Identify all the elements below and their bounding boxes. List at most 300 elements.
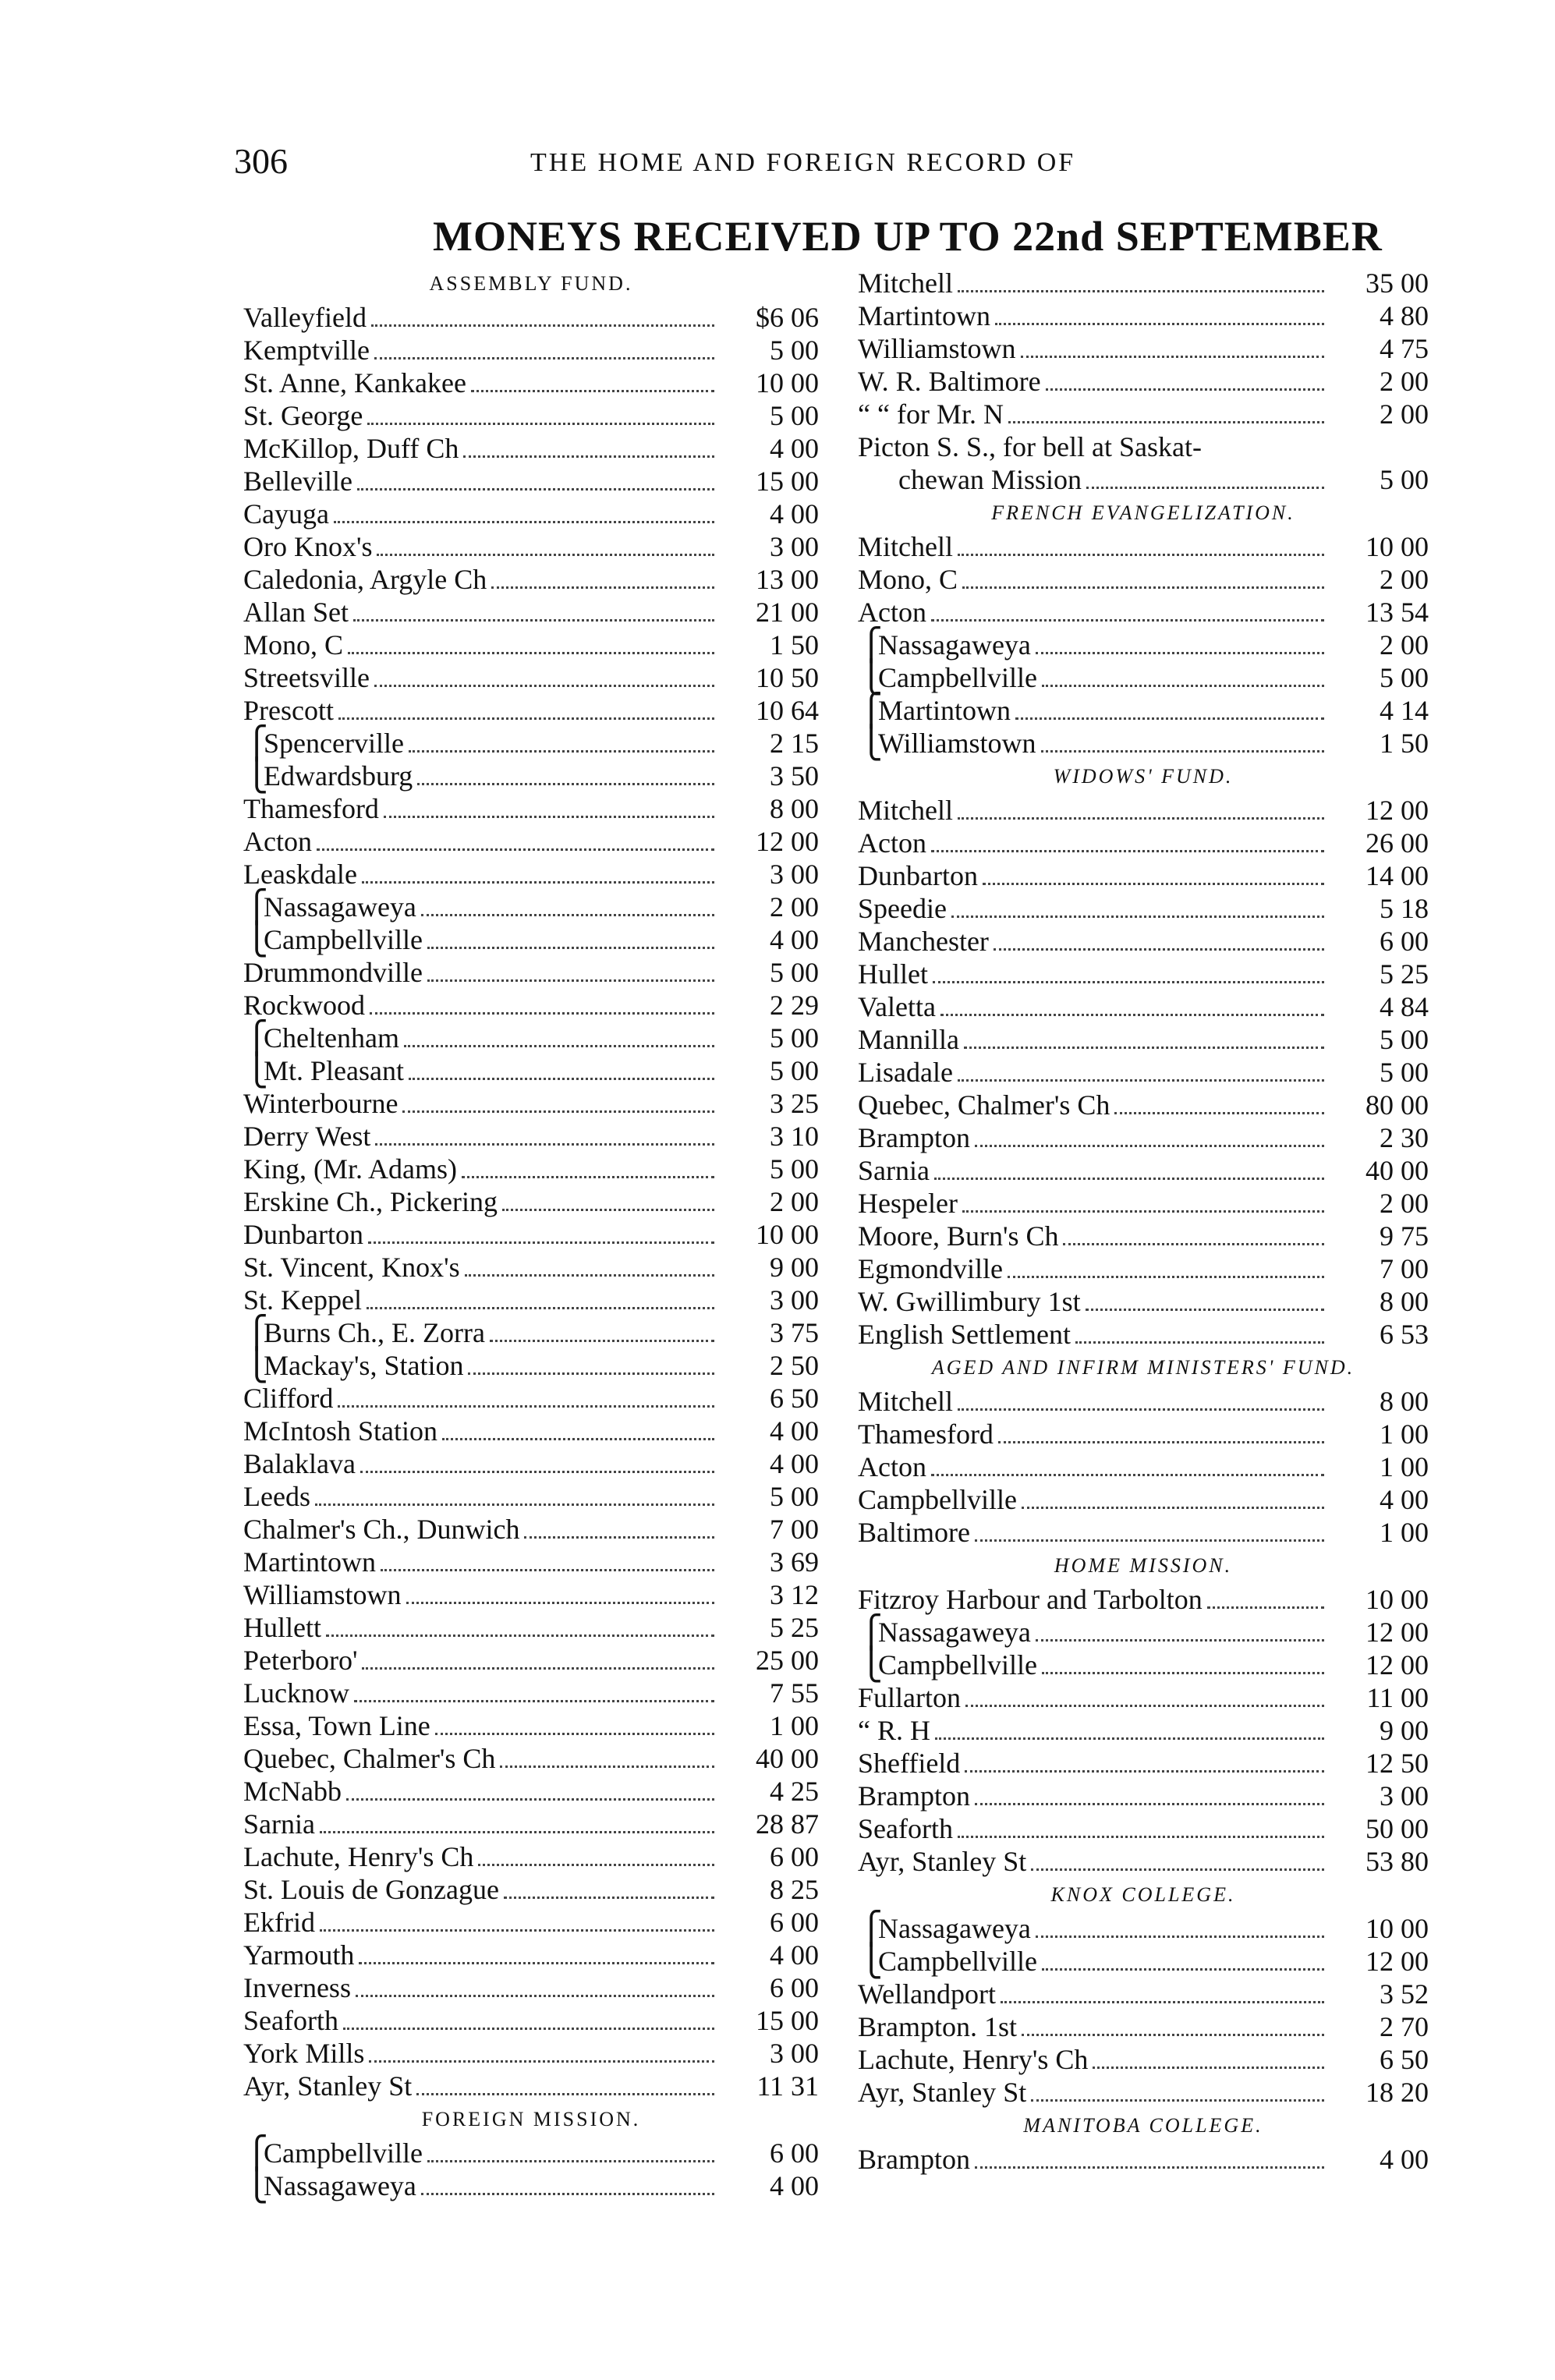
dot-leader — [421, 2183, 714, 2195]
dot-leader — [356, 1985, 714, 1997]
list-item — [243, 1415, 819, 1447]
entry-amount: 10 00 — [756, 367, 819, 398]
list-item — [243, 1906, 819, 1939]
dot-leader — [371, 315, 714, 327]
dot-leader — [1015, 708, 1324, 720]
entry-name: Prescott — [243, 695, 334, 726]
list-item — [858, 727, 1429, 760]
list-item — [243, 661, 819, 694]
entry-amount: 28 87 — [756, 1808, 819, 1840]
dot-leader — [417, 774, 714, 785]
dot-leader — [346, 1789, 714, 1801]
dot-leader — [1036, 1630, 1324, 1642]
entry-amount: 1 00 — [1380, 1418, 1429, 1450]
list-item — [243, 1840, 819, 1873]
list-item — [243, 1153, 819, 1185]
dot-leader — [362, 1658, 714, 1670]
entry-name: ⎩ Williamstown — [878, 728, 1036, 759]
dot-leader — [409, 741, 714, 753]
list-item — [243, 530, 819, 563]
list-item — [243, 1644, 819, 1677]
list-item — [243, 1087, 819, 1120]
entry-amount: 4 00 — [770, 1415, 819, 1447]
list-item — [858, 827, 1429, 859]
dot-leader — [1207, 1597, 1324, 1609]
entry-name: Inverness — [243, 1972, 351, 2003]
entry-amount: 2 00 — [770, 1186, 819, 1217]
dot-leader — [951, 906, 1324, 918]
list-item — [858, 1483, 1429, 1516]
entry-amount: 4 00 — [770, 1939, 819, 1971]
list-item — [858, 1912, 1429, 1945]
list-item — [243, 1775, 819, 1808]
entry-amount: 12 00 — [756, 826, 819, 857]
list-item — [243, 1316, 819, 1349]
entry-amount: 5 00 — [1380, 1024, 1429, 1055]
entry-amount: 1 00 — [770, 1710, 819, 1741]
dot-leader — [421, 905, 714, 916]
list-item — [243, 2169, 819, 2202]
entry-amount: 1 50 — [770, 629, 819, 661]
dot-leader — [406, 1592, 714, 1604]
entry-name: Acton — [243, 826, 312, 857]
list-item — [858, 1418, 1429, 1450]
list-item — [243, 1546, 819, 1578]
dot-leader — [1063, 1234, 1324, 1245]
list-item — [858, 1285, 1429, 1318]
dot-leader — [374, 675, 714, 687]
dot-leader — [965, 1695, 1324, 1707]
entry-name: ⎧ Burns Ch., E. Zorra — [264, 1317, 485, 1348]
entry-amount: 11 31 — [756, 2070, 819, 2102]
entry-name: Oro Knox's — [243, 531, 373, 562]
dot-leader — [958, 281, 1324, 292]
entry-name: Williamstown — [243, 1579, 402, 1610]
entry-name: Quebec, Chalmer's Ch — [243, 1743, 496, 1774]
entry-amount: 50 00 — [1365, 1813, 1429, 1844]
entry-amount: 3 00 — [770, 1284, 819, 1316]
entry-amount: 21 00 — [756, 597, 819, 628]
entry-amount: 25 00 — [756, 1645, 819, 1676]
dot-leader — [354, 1691, 714, 1702]
entry-name: Fitzroy Harbour and Tarbolton — [858, 1584, 1203, 1615]
entry-amount: 2 00 — [1380, 1188, 1429, 1219]
entry-name: Seaforth — [858, 1813, 953, 1844]
section-heading: MANITOBA COLLEGE. — [1023, 2114, 1263, 2137]
entry-amount: 3 69 — [770, 1546, 819, 1578]
entry-amount: 3 25 — [770, 1088, 819, 1119]
entry-name: Quebec, Chalmer's Ch — [858, 1089, 1110, 1121]
entry-amount: 3 00 — [770, 859, 819, 890]
entry-amount: 5 00 — [770, 957, 819, 988]
entry-name: ⎧ Spencerville — [264, 728, 404, 759]
dot-leader — [934, 1168, 1324, 1180]
dot-leader — [958, 544, 1324, 556]
dot-leader — [343, 2018, 714, 2030]
list-item — [858, 2076, 1429, 2109]
dot-leader — [1042, 1663, 1324, 1674]
header-title: THE HOME AND FOREIGN RECORD OF — [530, 148, 1076, 177]
list-item — [243, 465, 819, 498]
list-item — [243, 1447, 819, 1480]
entry-amount: 2 70 — [1380, 2011, 1429, 2042]
entry-amount: 80 00 — [1365, 1089, 1429, 1121]
entry-amount: 5 00 — [1380, 662, 1429, 693]
dot-leader — [1093, 2057, 1324, 2069]
entry-amount: 2 00 — [1380, 629, 1429, 661]
dot-leader — [1041, 741, 1324, 753]
entry-amount: 8 00 — [1380, 1386, 1429, 1417]
list-item — [858, 1121, 1429, 1154]
entry-name: Streetsville — [243, 662, 370, 693]
list-item — [858, 629, 1429, 661]
entry-name: Lachute, Henry's Ch — [243, 1841, 474, 1872]
list-item — [243, 956, 819, 989]
entry-name: Lachute, Henry's Ch — [858, 2044, 1089, 2075]
entry-name: Caledonia, Argyle Ch — [243, 564, 487, 595]
dot-leader — [933, 972, 1324, 983]
entry-amount: 8 00 — [770, 793, 819, 824]
list-item — [243, 563, 819, 596]
list-item — [243, 1120, 819, 1153]
entry-amount: 14 00 — [1365, 860, 1429, 891]
entry-name: Clifford — [243, 1383, 334, 1414]
entry-name: Brampton — [858, 1122, 970, 1153]
entry-name: Winterbourne — [243, 1088, 398, 1119]
list-item — [858, 1583, 1429, 1616]
list-item — [858, 530, 1429, 563]
list-item — [858, 892, 1429, 925]
right-column — [858, 267, 1429, 2176]
dot-leader — [334, 512, 714, 523]
dot-leader — [958, 808, 1324, 820]
list-item — [858, 430, 1429, 463]
list-item — [243, 1022, 819, 1054]
entry-name: Brampton — [858, 2144, 970, 2175]
list-item — [243, 1382, 819, 1415]
entry-amount: 12 00 — [1365, 795, 1429, 826]
entry-amount: 18 20 — [1365, 2077, 1429, 2108]
dot-leader — [402, 1101, 714, 1113]
entry-amount: 4 14 — [1380, 695, 1429, 726]
entry-amount: 6 50 — [770, 1383, 819, 1414]
list-item — [858, 299, 1429, 332]
list-item — [243, 301, 819, 334]
entry-name: Brampton — [858, 1780, 970, 1812]
list-item — [858, 958, 1429, 990]
entry-name: W. R. Baltimore — [858, 366, 1041, 397]
entry-amount: 1 00 — [1380, 1517, 1429, 1548]
running-head — [234, 140, 1451, 187]
list-item — [858, 563, 1429, 596]
dot-leader — [998, 1432, 1324, 1443]
dot-leader — [1075, 1332, 1324, 1344]
entry-name: Wellandport — [858, 1978, 997, 2010]
entry-name: York Mills — [243, 2038, 365, 2069]
dot-leader — [326, 1625, 714, 1637]
dot-leader — [381, 1560, 714, 1571]
entry-name: Speedie — [858, 893, 947, 924]
entry-name: Mitchell — [858, 531, 953, 562]
dot-leader — [975, 1530, 1324, 1542]
dot-leader — [315, 1494, 714, 1506]
entry-name: Brampton. 1st — [858, 2011, 1017, 2042]
list-item — [243, 498, 819, 530]
entry-amount: 4 00 — [1380, 1484, 1429, 1515]
entry-amount: 2 30 — [1380, 1122, 1429, 1153]
dot-leader — [1031, 1859, 1324, 1871]
entry-amount: 4 00 — [770, 498, 819, 529]
dot-leader — [375, 1134, 714, 1146]
dot-leader — [1114, 1103, 1324, 1114]
entry-amount: 4 80 — [1380, 300, 1429, 331]
entry-amount: 4 00 — [770, 2170, 819, 2201]
list-item — [858, 1385, 1429, 1418]
list-item — [858, 1252, 1429, 1285]
entry-amount: 9 00 — [1380, 1715, 1429, 1746]
list-item — [243, 694, 819, 727]
dot-leader — [500, 1756, 714, 1768]
entry-amount: 9 00 — [770, 1252, 819, 1283]
entry-amount: 4 00 — [770, 1448, 819, 1479]
entry-name: ⎩ Campbellville — [878, 1649, 1037, 1681]
section-heading: ASSEMBLY FUND. — [429, 272, 633, 295]
entry-name: Yarmouth — [243, 1939, 355, 1971]
list-item — [243, 1251, 819, 1284]
entry-name: Rockwood — [243, 990, 365, 1021]
dot-leader — [1042, 675, 1324, 687]
list-item — [243, 1185, 819, 1218]
entry-name: Mitchell — [858, 1386, 953, 1417]
dot-leader — [362, 872, 714, 884]
entry-amount: 2 50 — [770, 1350, 819, 1381]
dot-leader — [1036, 643, 1324, 654]
dot-leader — [1008, 412, 1324, 423]
dot-leader — [360, 1461, 714, 1473]
list-item — [243, 2037, 819, 2070]
entry-amount: 5 00 — [770, 1481, 819, 1512]
list-item — [243, 1480, 819, 1513]
dot-leader — [377, 544, 714, 556]
entry-name: ⎧ Nassagaweya — [878, 1913, 1031, 1944]
entry-name: ⎩ Campbellville — [878, 1946, 1037, 1977]
dot-leader — [416, 2084, 714, 2095]
entry-amount: 2 15 — [770, 728, 819, 759]
list-item — [858, 1945, 1429, 1978]
main-title: MONEYS RECEIVED UP TO 22nd SEPTEMBER — [433, 213, 1383, 260]
entry-amount: 3 00 — [770, 531, 819, 562]
entry-amount: 6 50 — [1380, 2044, 1429, 2075]
list-item — [243, 1677, 819, 1709]
entry-amount: 2 00 — [770, 891, 819, 923]
entry-name: Martintown — [243, 1546, 376, 1578]
entry-name: Essa, Town Line — [243, 1710, 430, 1741]
dot-leader — [958, 1826, 1324, 1838]
entry-name: ⎧ Nassagaweya — [878, 1617, 1031, 1648]
dot-leader — [404, 1036, 714, 1047]
dot-leader — [931, 841, 1324, 852]
list-item — [858, 794, 1429, 827]
entry-amount: 5 00 — [1380, 1057, 1429, 1088]
entry-name: Thamesford — [243, 793, 379, 824]
list-item — [858, 1780, 1429, 1812]
entry-amount: 4 25 — [770, 1776, 819, 1807]
entry-amount: 11 00 — [1366, 1682, 1429, 1713]
dot-leader — [427, 937, 714, 949]
dot-leader — [462, 1167, 714, 1178]
dot-leader — [442, 1429, 714, 1440]
dot-leader — [1021, 346, 1324, 358]
list-item — [243, 596, 819, 629]
entry-amount: 40 00 — [756, 1743, 819, 1774]
entry-name: Thamesford — [858, 1418, 994, 1450]
list-item — [243, 923, 819, 956]
section-heading: HOME MISSION. — [1054, 1554, 1233, 1577]
list-item — [858, 990, 1429, 1023]
entry-amount: 13 54 — [1365, 597, 1429, 628]
list-item — [858, 1616, 1429, 1649]
entry-name: English Settlement — [858, 1319, 1071, 1350]
entry-amount: 5 25 — [770, 1612, 819, 1643]
entry-amount: 4 00 — [770, 433, 819, 464]
dot-leader — [468, 1363, 714, 1375]
entry-name: ⎩ Edwardsburg — [264, 760, 413, 792]
dot-leader — [409, 1068, 714, 1080]
entry-amount: 3 00 — [770, 2038, 819, 2069]
entry-amount: 5 00 — [770, 1022, 819, 1054]
section-heading: WIDOWS' FUND. — [1053, 765, 1234, 788]
entry-amount: 3 12 — [770, 1579, 819, 1610]
entry-amount: 10 64 — [756, 695, 819, 726]
entry-name: Sheffield — [858, 1748, 961, 1779]
dot-leader — [491, 577, 714, 589]
entry-name: Ayr, Stanley St — [243, 2070, 413, 2102]
entry-amount: 12 50 — [1365, 1748, 1429, 1779]
dot-leader — [975, 2157, 1324, 2169]
entry-amount: 5 18 — [1380, 893, 1429, 924]
list-item — [858, 463, 1429, 496]
entry-name: Ayr, Stanley St — [858, 2077, 1027, 2108]
entry-amount: 12 00 — [1365, 1649, 1429, 1681]
entry-name: ⎩ Campbellville — [264, 924, 423, 955]
entry-amount: 15 00 — [756, 466, 819, 497]
entry-amount: 7 55 — [770, 1677, 819, 1709]
dot-leader — [338, 1396, 714, 1408]
list-item — [243, 1218, 819, 1251]
list-item — [243, 1284, 819, 1316]
dot-leader — [427, 2151, 714, 2162]
entry-amount: 2 00 — [1380, 366, 1429, 397]
list-item — [243, 2137, 819, 2169]
entry-amount: 1 50 — [1380, 728, 1429, 759]
entry-name: ⎩ Mt. Pleasant — [264, 1055, 404, 1086]
dot-leader — [1001, 1992, 1324, 2003]
entry-name: Valleyfield — [243, 302, 367, 333]
dot-leader — [1022, 1497, 1324, 1509]
dot-leader — [490, 1330, 714, 1342]
page-number: 306 — [234, 141, 288, 181]
entry-name: Balaklava — [243, 1448, 356, 1479]
entry-name: ⎧ Cheltenham — [264, 1022, 399, 1054]
dot-leader — [962, 577, 1324, 589]
entry-amount: 10 00 — [1365, 531, 1429, 562]
dot-leader — [1086, 1299, 1324, 1311]
list-item — [858, 1187, 1429, 1220]
list-item — [858, 1023, 1429, 1056]
entry-name: Chalmer's Ch., Dunwich — [243, 1514, 520, 1545]
dot-leader — [348, 643, 714, 654]
entry-name: Dunbarton — [243, 1219, 363, 1250]
entry-name: St. Anne, Kankakee — [243, 367, 466, 398]
dot-leader — [369, 2051, 714, 2063]
list-item — [243, 727, 819, 760]
list-item — [243, 1873, 819, 1906]
entry-name: McIntosh Station — [243, 1415, 437, 1447]
list-item — [243, 858, 819, 891]
entry-name: Fullarton — [858, 1682, 961, 1713]
entry-name: chewan Mission — [898, 464, 1082, 495]
entry-name: ⎩ Nassagaweya — [264, 2170, 416, 2201]
entry-amount: 4 75 — [1380, 333, 1429, 364]
dot-leader — [931, 1464, 1324, 1476]
entry-name: Moore, Burn's Ch — [858, 1220, 1059, 1252]
list-item — [858, 267, 1429, 299]
entry-amount: 5 00 — [1380, 464, 1429, 495]
entry-amount: 5 25 — [1380, 958, 1429, 990]
entry-name: Dunbarton — [858, 860, 978, 891]
list-item — [243, 432, 819, 465]
entry-name: Valetta — [858, 991, 936, 1022]
list-item — [858, 332, 1429, 365]
dot-leader — [1042, 1959, 1324, 1971]
dot-leader — [374, 348, 714, 359]
entry-amount: 6 00 — [770, 2137, 819, 2169]
entry-amount: 10 00 — [756, 1219, 819, 1250]
dot-leader — [502, 1199, 714, 1211]
dot-leader — [367, 413, 714, 425]
list-item — [243, 760, 819, 792]
list-item — [858, 1516, 1429, 1549]
section-heading: KNOX COLLEGE. — [1050, 1883, 1236, 1906]
list-item — [243, 825, 819, 858]
list-item — [858, 1220, 1429, 1252]
list-item — [858, 1154, 1429, 1187]
dot-leader — [958, 1070, 1324, 1082]
left-column — [243, 267, 819, 2202]
entry-amount: 53 80 — [1365, 1846, 1429, 1877]
entry-name: Seaforth — [243, 2005, 338, 2036]
entry-amount: 5 00 — [770, 1055, 819, 1086]
entry-name: McNabb — [243, 1776, 342, 1807]
dot-leader — [367, 1298, 714, 1309]
list-item — [858, 1089, 1429, 1121]
entry-name: Egmondville — [858, 1253, 1003, 1284]
entry-name: Mono, C — [243, 629, 344, 661]
entry-name: ⎧ Campbellville — [264, 2137, 423, 2169]
dot-leader — [370, 1003, 714, 1015]
entry-name: Baltimore — [858, 1517, 970, 1548]
list-item — [858, 1747, 1429, 1780]
entry-name: ⎩ Campbellville — [878, 662, 1037, 693]
section-heading: AGED AND INFIRM MINISTERS' FUND. — [931, 1356, 1355, 1379]
entry-name: Peterboro' — [243, 1645, 358, 1676]
dot-leader — [504, 1887, 714, 1899]
entry-name: Martintown — [858, 300, 990, 331]
entry-name: Erskine Ch., Pickering — [243, 1186, 498, 1217]
dot-leader — [958, 1399, 1324, 1411]
list-item — [858, 1056, 1429, 1089]
list-item — [243, 1513, 819, 1546]
